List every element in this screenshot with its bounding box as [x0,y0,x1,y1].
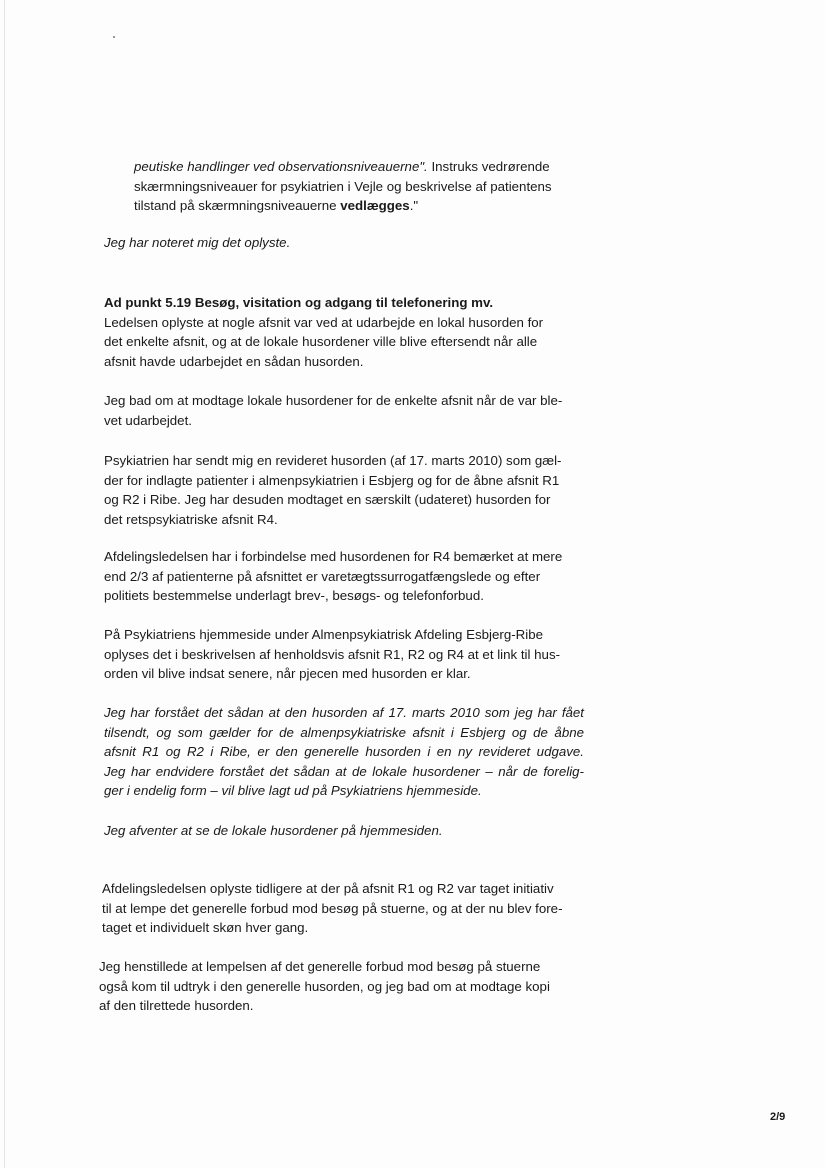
section-5-19 [104,293,543,371]
quote-line-3-start: tilstand på skærmningsniveauerne [134,198,341,214]
paragraph-3-line: Psykiatrien har sendt mig en revideret husorden (af 17. marts 2010) som gæl- [104,453,562,468]
paragraph-7-text: Jeg afventer at se de lokale husordener på hjemmesiden. [104,823,443,838]
paragraph-9-line: også kom til udtryk i den generelle husorden, og jeg bad om at modtage kopi [99,978,550,994]
paragraph-8 [102,879,563,938]
paragraph-9-line: af den tilrettede husorden. [99,998,254,1014]
paragraph-6-line: tilsendt, og som gælder for de almenpsykiatriske afsnit i Esbjerg og de åbne [104,724,584,740]
paragraph-8-line: taget et individuelt skøn hver gang. [102,920,309,936]
paragraph-6-line: Jeg har forstået det sådan at den husorden af 17. marts 2010 som jeg har fået [104,705,584,720]
noted-paragraph [104,233,290,253]
scan-edge-line [4,0,5,1168]
quote-continuation [134,157,552,216]
paragraph-2-line: vet udarbejdet. [104,412,192,428]
quote-line-3 [134,196,552,216]
paragraph-6-italic [104,703,584,801]
paragraph-1-line: afsnit havde udarbejdet en sådan husorden. [104,353,364,369]
paragraph-6-line: ger i endelig form – vil blive lagt ud på Psykiatriens hjemmeside. [104,783,482,799]
paragraph-4-line: politiets bestemmelse underlagt brev-, besøgs- og telefonforbud. [104,588,484,604]
paragraph-4-line: Afdelingsledelsen har i forbindelse med husordenen for R4 bemærket at mere [104,549,563,564]
paragraph-5-line: På Psykiatriens hjemmeside under Almenpsykiatrisk Afdeling Esbjerg-Ribe [104,627,543,642]
paragraph-4-line: end 2/3 af patienterne på afsnittet er varetægtssurrogatfængslede og efter [104,568,541,584]
paragraph-6-line: afsnit R1 og R2 i Ribe, er den generelle husorden i en ny revideret udgave. [104,744,584,760]
paragraph-5-line: orden vil blive indsat senere, når pjecen med husorden er klar. [104,666,471,682]
scan-speck [113,36,115,38]
paragraph-3-line: det retspsykiatriske afsnit R4. [104,511,278,527]
paragraph-4 [104,547,562,606]
paragraph-5-line: oplyses det i beskrivelsen af henholdsvis afsnit R1, R2 og R4 at et link til hus- [104,646,561,662]
quote-line-2: skærmningsniveauer for psykiatrien i Vejle og beskrivelse af patientens [134,178,552,194]
quote-bold-word: vedlægges [340,198,410,214]
noted-text: Jeg har noteret mig det oplyste. [104,235,291,250]
paragraph-9 [99,957,550,1016]
paragraph-9-line: Jeg henstillede at lempelsen af det generelle forbud mod besøg på stuerne [99,959,541,974]
quote-line-1-rest: Instruks vedrørende [427,159,550,174]
paragraph-6-line: Jeg har endvidere forstået det sådan at de lokale husordener – når de forelig- [104,763,584,779]
paragraph-8-line: til at lempe det generelle forbud mod besøg på stuerne, og at der nu blev fore- [102,900,563,916]
quote-line-1 [134,157,552,177]
page-number: 2/9 [770,1111,786,1123]
quote-italic-fragment: peutiske handlinger ved observationsniveauerne". [134,159,428,174]
paragraph-7-italic [104,821,443,841]
paragraph-2 [104,391,562,430]
paragraph-3-line: der for indlagte patienter i almenpsykiatrien i Esbjerg og for de åbne afsnit R1 [104,472,560,488]
paragraph-1-line: det enkelte afsnit, og at de lokale husordener ville blive eftersendt når alle [104,334,538,350]
paragraph-3-line: og R2 i Ribe. Jeg har desuden modtaget en særskilt (udateret) husorden for [104,492,551,508]
paragraph-5 [104,625,560,684]
quote-line-3-end: ." [409,198,419,214]
paragraph-2-line: Jeg bad om at modtage lokale husordener for de enkelte afsnit når de var ble- [104,393,563,408]
paragraph-1-line: Ledelsen oplyste at nogle afsnit var ved at udarbejde en lokal husorden for [104,314,544,330]
paragraph-3 [104,451,561,529]
paragraph-8-line: Afdelingsledelsen oplyste tidligere at der på afsnit R1 og R2 var taget initiativ [102,881,554,896]
section-heading: Ad punkt 5.19 Besøg, visitation og adgang til telefonering mv. [104,295,494,310]
